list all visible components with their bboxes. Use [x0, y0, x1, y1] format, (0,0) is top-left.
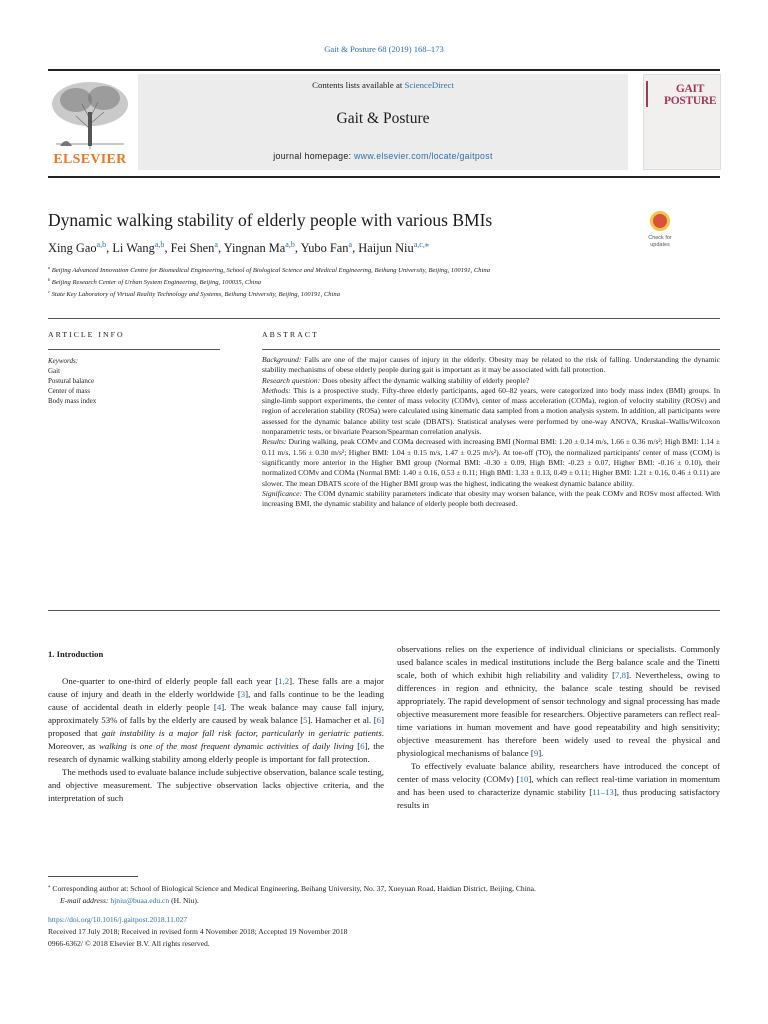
affiliation-marker[interactable]: a: [214, 239, 218, 249]
sciencedirect-link[interactable]: ScienceDirect: [404, 80, 454, 90]
copyright-line: 0966-6362/ © 2018 Elsevier B.V. All rights reserved.: [48, 939, 210, 948]
abstract-heading: ABSTRACT: [262, 330, 319, 339]
header-top-rule: [48, 69, 720, 71]
affiliation-c: $^c$ State Key Laboratory of Virtual Reality Technology and Systems, Beihang University, Beijing, 100191, China: [48, 288, 341, 298]
keyword: Body mass index: [48, 397, 97, 405]
abstract-methods: Methods: This is a prospective study. Fifty-three elderly participants, aged 60–82 years, were categorized into body mass index (BMI) groups. In single-limb support experiments, the center of mass velocity (COMv), center of mass acceleration (COMa), region of velocity stability (ROSv) and region of acceleration stability (ROSa) were calculated using kinematic data sampled from a motion analysis system. In addition, all participants were assessed for the dynamic balance ability test scale (DBATS). Statistical analyses were performed by one-way ANOVA, Kruskal–Wallis/Wilcoxon nonparametric tests, or bivariate Pearson/Spearman correlation analysis.: [262, 385, 720, 437]
keyword: Center of mass: [48, 387, 90, 395]
abstract-background: Background: Falls are one of the major causes of injury in the elderly. Obesity may be related to the risk of falling. Understanding the dynamic stability mechanisms of obese elderly people during gait is important as it may be associated with fall protection.: [262, 355, 720, 375]
header-bottom-rule: [48, 176, 720, 178]
affiliation-marker[interactable]: a,b: [154, 239, 165, 249]
received-dates: Received 17 July 2018; Received in revised form 4 November 2018; Accepted 19 November 2018: [48, 927, 348, 936]
footnote-block: [48, 883, 536, 907]
abstract-body: [262, 355, 720, 509]
abstract-results: Results: During walking, peak COMv and COMa decreased with increasing BMI (Normal BMI: 1.20 ± 0.14 m/s, 1.66 ± 0.36 m/s²; High BMI: 1.14 ± 0.11 m/s, 1.56 ± 0.30 m/s²; Higher BMI: 1.04 ± 0.15 m/s, 1.47 ± 0.25 m/s²). At toe-off (TO), the normalized participants' center of mass (COM) is significantly more anterior in the Higher BMI group (Normal BMI: -0.30 ± 0.09, High BMI: -0.23 ± 0.07, Higher BMI: -0.16 ± 0.10), their normalized COMv and COMa (Normal BMI: 1.40 ± 0.16, 0.53 ± 0.11; High BMI: 1.33 ± 0.13, 0.49 ± 0.11; Higher BMI: 1.21 ± 0.16, 0.46 ± 0.11) are slower. The mean DBATS score of the Higher BMI group was the highest, indicating the weakest dynamic balance ability.: [262, 437, 720, 488]
article-title: Dynamic walking stability of elderly people with various BMIs: [48, 210, 493, 230]
citation-link[interactable]: 3: [240, 689, 246, 699]
email-link[interactable]: hjniu@buaa.edu.cn: [110, 896, 170, 905]
citation-link[interactable]: 9: [533, 748, 539, 758]
journal-citation-link[interactable]: Gait & Posture 68 (2019) 168–173: [324, 44, 444, 54]
footnote-rule: [48, 876, 138, 877]
author-name[interactable]: Yingnan Ma: [223, 241, 286, 255]
citation-link[interactable]: 4: [216, 702, 222, 712]
citation-link[interactable]: 7,8: [615, 670, 627, 680]
intro-paragraph-4: To effectively evaluate balance ability, researchers have introduced the concept of center of mass velocity (COMv) [10], which can reflect real-time variation in momentum and has been used to characterize dynamic stability [11–13], thus producing satisfactory results in: [397, 761, 721, 810]
info-top-rule: [48, 318, 720, 319]
journal-homepage: journal homepage: www.elsevier.com/locate/gaitpost: [273, 151, 493, 161]
cover-accent-bar: [646, 81, 658, 107]
affiliation-marker[interactable]: a: [348, 239, 353, 249]
citation-link[interactable]: 1,2: [278, 676, 290, 686]
check-updates-label: Check for updates: [648, 235, 672, 248]
keyword: Postural balance: [48, 377, 95, 385]
abstract-question: Research question: Does obesity affect the dynamic walking stability of elderly people?: [262, 375, 530, 385]
author-name[interactable]: Xing Gao: [48, 241, 97, 255]
citation-link[interactable]: 10: [519, 774, 529, 784]
elsevier-logo[interactable]: [46, 74, 134, 170]
author-list: Xing Gao$^{a,b}$, Li Wang$^{a,b}$, Fei Shen$^a$, Yingnan Ma$^{a,b}$, Yubo Fan$^a$, Haijun Niu$^{a,c,⁎}$: [48, 239, 429, 255]
keywords-block: [48, 356, 96, 406]
corresponding-author-note: ⁎ Corresponding author at: School of Biological Science and Medical Engineering, Beihang University, No. 37, Xueyuan Road, Haidian District, Beijing, China.: [48, 884, 536, 893]
citation-link[interactable]: 6: [360, 741, 365, 751]
doi-link[interactable]: https://doi.org/10.1016/j.gaitpost.2018.11.027: [48, 915, 188, 924]
author-name[interactable]: Yubo Fan: [300, 241, 349, 255]
article-info-heading: ARTICLE INFO: [48, 330, 125, 339]
intro-paragraph-1: One-quarter to one-third of elderly people fall each year [1,2]. These falls are a major cause of injury and death in the elderly worldwide [3], and falls continue to be the leading cause of accidental death in elderly people [4]. The weak balance may cause fall injury, approximately 53% of falls by the elderly are caused by weak balance [5]. Hamacher et al. [6] proposed that gait instability is a major fall risk factor, particularly in geriatric patients. Moreover, as walking is one of the most frequent dynamic activities of daily living [6], the research of dynamic walking stability among elderly people is important for fall protection.: [48, 676, 384, 764]
affiliation-marker[interactable]: a,b: [285, 239, 295, 249]
elsevier-tree-icon: [46, 74, 134, 152]
intro-paragraph-3: observations relies on the experience of individual clinicians or specialists. Commonly used balance scales in medical institutions include the Berg balance scale and the Tinetti scale, both of which exhibit high reliability and validity [7,8]. Nevertheless, owing to differences in region and ethnicity, the balance scale testing should be revised appropriately. The rapid development of sensor technology and signal processing has made objective measurement more feasible for researchers. Objective parameters can reflect real-time variations in human movement and have good repeatability and high sensitivity; objective measurement has therefore been widely used to reveal the physical and physiological mechanisms of balance [9].: [397, 644, 720, 758]
citation-link[interactable]: 5: [303, 715, 308, 725]
abstract-bottom-rule: [48, 610, 720, 611]
body-column-right: [397, 643, 720, 812]
intro-paragraph-2: The methods used to evaluate balance include subjective observation, balance scale testing, and objective measurement. The subjective observation lacks objective criteria, and the interpretation of such: [48, 767, 384, 803]
body-column-left: [48, 648, 384, 805]
keywords-label: Keywords:: [48, 357, 79, 365]
homepage-link[interactable]: www.elsevier.com/locate/gaitpost: [354, 151, 493, 161]
abstract-rule: [262, 349, 720, 350]
contents-line: Contents lists available at ScienceDirect: [312, 80, 454, 90]
check-updates-icon: [650, 211, 670, 231]
author-name[interactable]: Haijun Niu: [358, 241, 414, 255]
author-name[interactable]: Li Wang: [112, 241, 155, 255]
email-line: E-mail address: hjniu@buaa.edu.cn (H. Niu).: [60, 896, 199, 905]
journal-name: Gait & Posture: [336, 110, 430, 127]
section-heading: 1. Introduction: [48, 649, 104, 659]
affiliation-marker[interactable]: a,c,⁎: [413, 239, 429, 249]
info-rule: [48, 349, 220, 350]
elsevier-wordmark: ELSEVIER: [53, 152, 127, 167]
author-name[interactable]: Fei Shen: [170, 241, 215, 255]
citation-link[interactable]: 6: [376, 715, 382, 725]
check-for-updates-badge[interactable]: [640, 211, 680, 257]
cover-title: GAIT POSTURE: [664, 83, 717, 107]
citation-link[interactable]: 11–13: [592, 787, 614, 797]
keyword: Gait: [48, 367, 61, 375]
article-meta: [48, 914, 347, 950]
affiliation-marker[interactable]: a,b: [96, 239, 107, 249]
journal-header-band: [138, 74, 628, 170]
affiliation-b: $^b$ Beijing Research Center of Urban System Engineering, Beijing, 100035, China: [48, 276, 262, 286]
journal-cover-thumbnail[interactable]: [643, 74, 721, 170]
affiliation-a: $^a$ Beijing Advanced Innovation Centre for Biomedical Engineering, School of Biological Science and Medical Engineering, Beihang University, Beijing, 100191, China: [48, 264, 491, 274]
abstract-significance: Significance: The COM dynamic stability parameters indicate that obesity may worsen balance, with the peak COMv and ROSv most affected. With increasing BMI, the dynamic stability and balance of elderly people both decreased.: [262, 488, 720, 509]
